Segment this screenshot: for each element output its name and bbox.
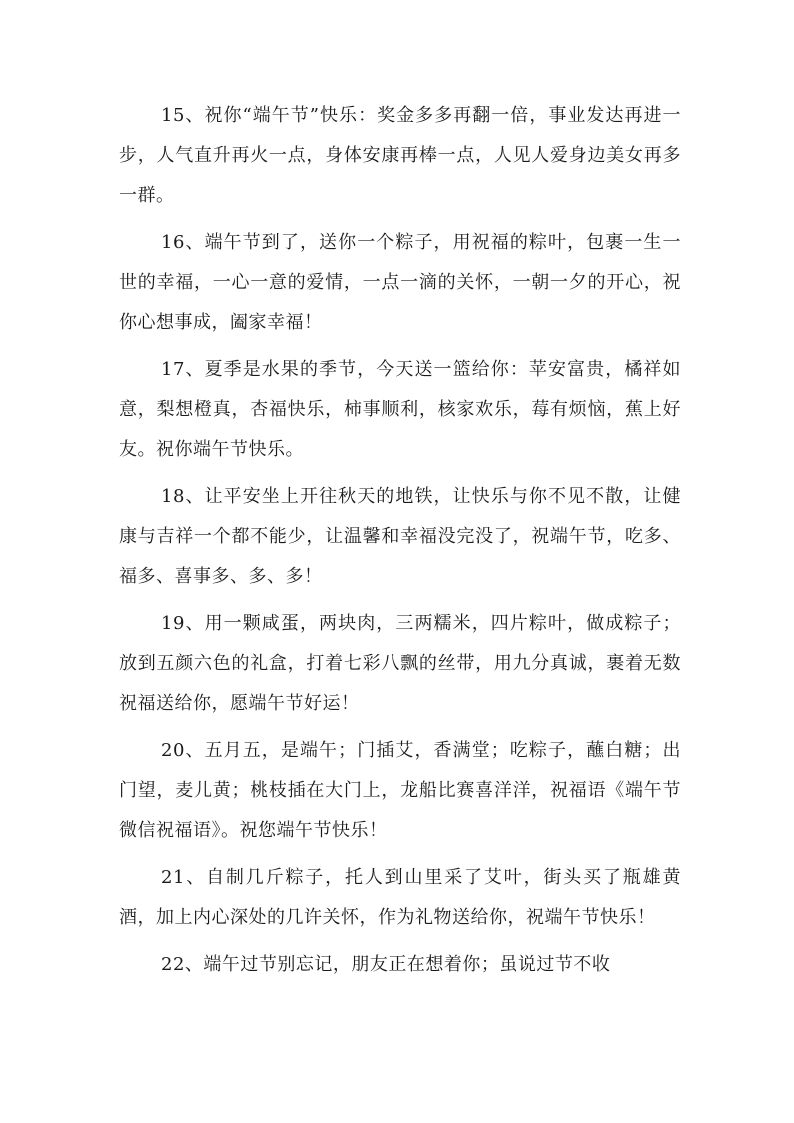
paragraph-18: 18、让平安坐上开往秋天的地铁，让快乐与你不见不散，让健康与吉祥一个都不能少，让温馨和幸福没完没了，祝端午节，吃多、福多、喜事多、多、多！ [119, 486, 681, 587]
paragraph-22: 22、端午过节别忘记，朋友正在想着你；虽说过节不收 [161, 954, 611, 975]
paragraph-20: 20、五月五，是端午；门插艾，香满堂；吃粽子，蘸白糖；出门望，麦儿黄；桃枝插在大门上，龙船比赛喜洋洋，祝福语《端午节微信祝福语》。祝您端午节快乐！ [119, 740, 681, 841]
paragraph-15: 15、祝你“端午节”快乐：奖金多多再翻一倍，事业发达再进一步，人气直升再火一点，身体安康再棒一点，人见人爱身边美女再多一群。 [119, 105, 681, 206]
paragraph-21: 21、自制几斤粽子，托人到山里采了艾叶，街头买了瓶雄黄酒，加上内心深处的几许关怀，作为礼物送给你，祝端午节快乐！ [119, 867, 681, 928]
paragraph-16: 16、端午节到了，送你一个粽子，用祝福的粽叶，包裹一生一世的幸福，一心一意的爱情，一点一滴的关怀，一朝一夕的开心，祝你心想事成，阖家幸福！ [119, 232, 681, 333]
paragraph-17: 17、夏季是水果的季节，今天送一篮给你：苹安富贵，橘祥如意，梨想橙真，杏福快乐，柿事顺利，核家欢乐，莓有烦恼，蕉上好友。祝你端午节快乐。 [119, 359, 681, 460]
paragraph-19: 19、用一颗咸蛋，两块肉，三两糯米，四片粽叶，做成粽子；放到五颜六色的礼盒，打着七彩八飘的丝带，用九分真诚，裹着无数祝福送给你，愿端午节好运！ [119, 613, 681, 714]
document-body [119, 96, 681, 992]
